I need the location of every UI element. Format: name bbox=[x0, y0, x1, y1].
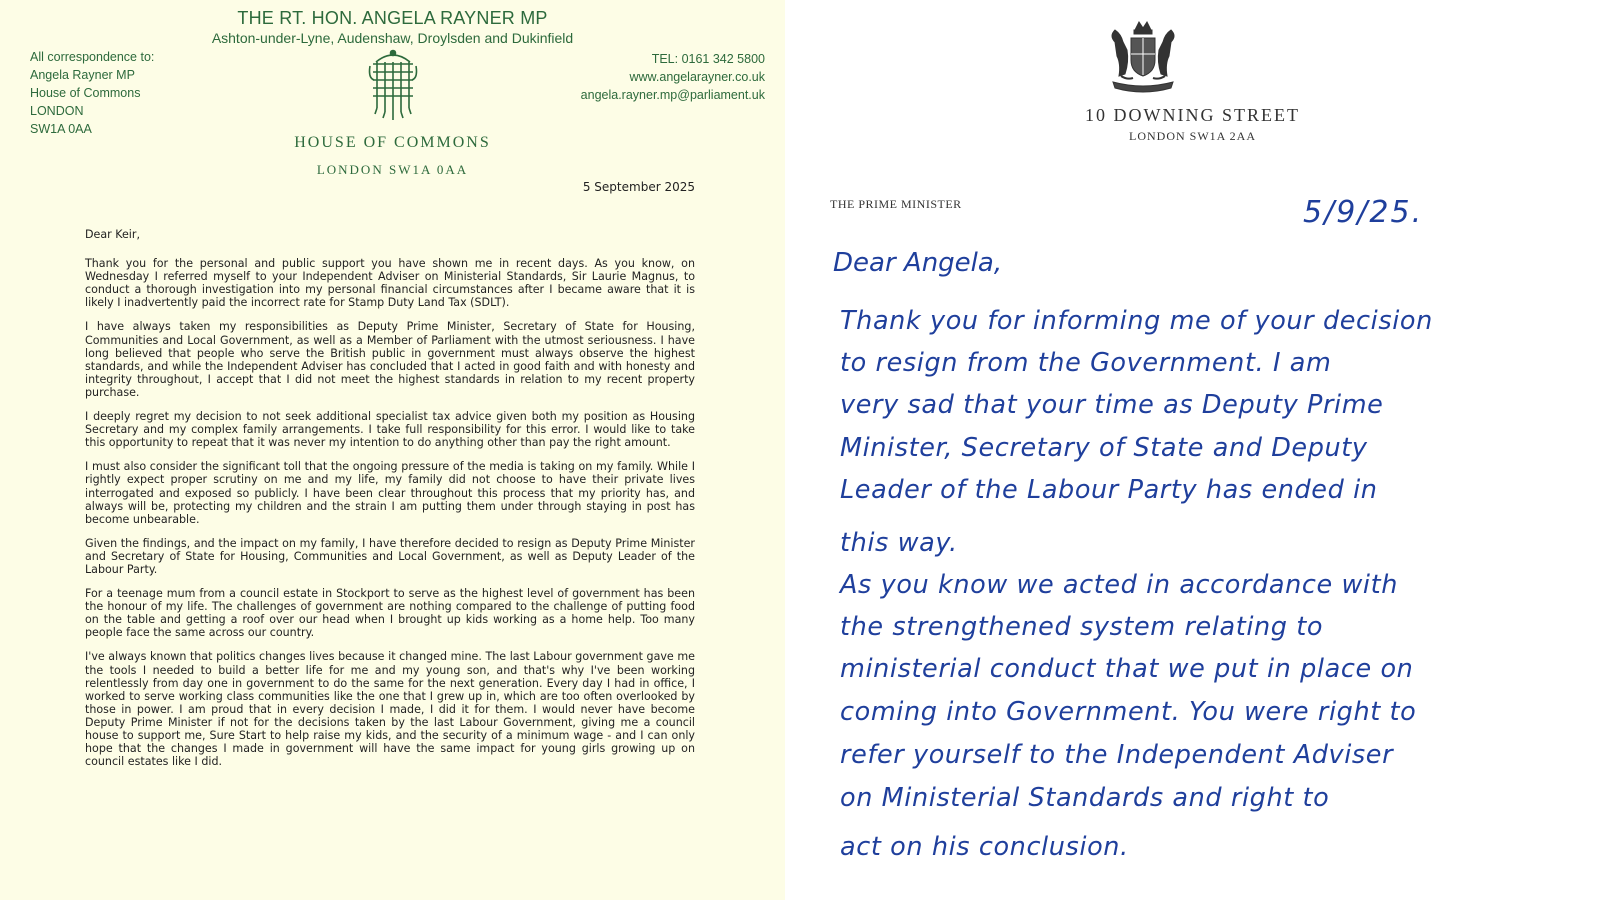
paragraph: I've always known that politics changes lives because it changed mine. The last Labour government gave me the tools I needed to build a better life for me and my young son, and that's why I've been working relentlessly from day one in government to do the same for the next generation. Every day I had in office, I worked to serve working class communities like the one that I grew up in, which are too often overlooked by those in power. I am proud that in every decision I made, I did it for them. I would never have become Deputy Prime Minister if not for the decisions taken by the last Labour Government, giving me a council house to support me, Sure Start to help raise my kids, and the security of a minimum wage - and I can only hope that the changes I made in government will have the same impact for young girls growing up on council estates like I did. bbox=[85, 650, 695, 769]
house-of-commons-location: LONDON SW1A 0AA bbox=[316, 162, 469, 177]
handwritten-line: very sad that your time as Deputy Prime bbox=[840, 390, 1384, 420]
letterhead-name: THE RT. HON. ANGELA RAYNER MP bbox=[237, 8, 548, 28]
paragraph: For a teenage mum from a council estate in Stockport to serve as the highest level of government has been the honour of my life. The challenges of government are nothing compared to the challenge of putting food on the table and getting a roof over our head when I brought up kids working as a home help. Too many people face the same across our country. bbox=[85, 587, 695, 640]
handwritten-line: the strengthened system relating to bbox=[840, 612, 1324, 642]
prime-minister-reply-letter bbox=[785, 0, 1600, 900]
contact-details bbox=[581, 50, 765, 104]
paragraph: I have always taken my responsibilities as Deputy Prime Minister, Secretary of State for Housing, Communities and Local Government, as well as a Member of Parliament with the utmost seriousness. I have long believed that people who serve the British public in government must always observe the highest standards, and while the Independent Adviser has concluded that I acted in good faith and with honesty and integrity throughout, I accept that I did not meet the highest standards in relation to my recent property purchase. bbox=[85, 320, 695, 399]
handwritten-line: Minister, Secretary of State and Deputy bbox=[840, 433, 1368, 463]
sender-title: THE PRIME MINISTER bbox=[830, 197, 962, 211]
letter-date: 5 September 2025 bbox=[582, 180, 695, 194]
handwritten-line: refer yourself to the Independent Adviser bbox=[840, 740, 1394, 770]
handwritten-salutation: Dear Angela, bbox=[833, 248, 1003, 278]
handwritten-line: act on his conclusion. bbox=[840, 832, 1129, 862]
portcullis-icon bbox=[368, 48, 418, 131]
address-line: SW1A 0AA bbox=[30, 122, 92, 136]
contact-email: angela.rayner.mp@parliament.uk bbox=[580, 88, 765, 102]
address-line: All correspondence to: bbox=[30, 50, 155, 64]
handwritten-line: Leader of the Labour Party has ended in bbox=[840, 475, 1378, 505]
royal-coat-of-arms-icon bbox=[1103, 20, 1183, 101]
handwritten-line: As you know we acted in accordance with bbox=[840, 570, 1398, 600]
address-line: LONDON bbox=[30, 104, 84, 118]
handwritten-line: on Ministerial Standards and right to bbox=[840, 783, 1330, 813]
letterhead-constituency: Ashton-under-Lyne, Audenshaw, Droylsden and Dukinfield bbox=[211, 30, 574, 46]
handwritten-line: Thank you for informing me of your decision bbox=[840, 306, 1433, 336]
paragraph: I deeply regret my decision to not seek additional specialist tax advice given both my position as Housing Secretary and my complex family arrangements. I take full responsibility for this error. I would like to take this opportunity to repeat that it was never my intention to do anything other than pay the right amount. bbox=[85, 410, 695, 450]
paragraph: Thank you for the personal and public support you have shown me in recent days. As you know, on Wednesday I referred myself to your Independent Adviser on Ministerial Standards, Sir Laurie Magnus, to conduct a thorough investigation into my personal financial circumstances after I became aware that it is likely I inadvertently paid the incorrect rate for Stamp Duty Land Tax (SDLT). bbox=[85, 257, 695, 310]
downing-street-address: 10 DOWNING STREET bbox=[1085, 105, 1300, 125]
house-of-commons-title: HOUSE OF COMMONS bbox=[294, 134, 491, 151]
handwritten-date: 5/9/25. bbox=[1303, 195, 1424, 230]
contact-phone: TEL: 0161 342 5800 bbox=[651, 52, 765, 66]
letter-body bbox=[85, 228, 695, 779]
correspondence-address bbox=[30, 48, 154, 138]
address-line: Angela Rayner MP bbox=[30, 68, 135, 82]
handwritten-line: coming into Government. You were right to bbox=[840, 697, 1417, 727]
address-line: House of Commons bbox=[30, 86, 141, 100]
handwritten-line: this way. bbox=[840, 528, 958, 558]
paragraph: I must also consider the significant toll that the ongoing pressure of the media is taking on my family. While I rightly expect proper scrutiny on me and my life, my family did not choose to have their private lives interrogated and exposed so publicly. I have been clear throughout this process that my priority has, and always will be, protecting my children and the strain I am putting them under through staying in post has become unbearable. bbox=[85, 460, 695, 526]
handwritten-line: to resign from the Government. I am bbox=[840, 348, 1332, 378]
salutation: Dear Keir, bbox=[85, 228, 140, 241]
contact-website: www.angelarayner.co.uk bbox=[629, 70, 765, 84]
paragraph: Given the findings, and the impact on my family, I have therefore decided to resign as Deputy Prime Minister and Secretary of State for Housing, Communities and Local Government, as well as Deputy Leader of the Labour Party. bbox=[85, 536, 695, 576]
rayner-resignation-letter bbox=[0, 0, 785, 900]
handwritten-line: ministerial conduct that we put in place on bbox=[840, 654, 1414, 684]
downing-street-location: LONDON SW1A 2AA bbox=[1129, 129, 1256, 143]
